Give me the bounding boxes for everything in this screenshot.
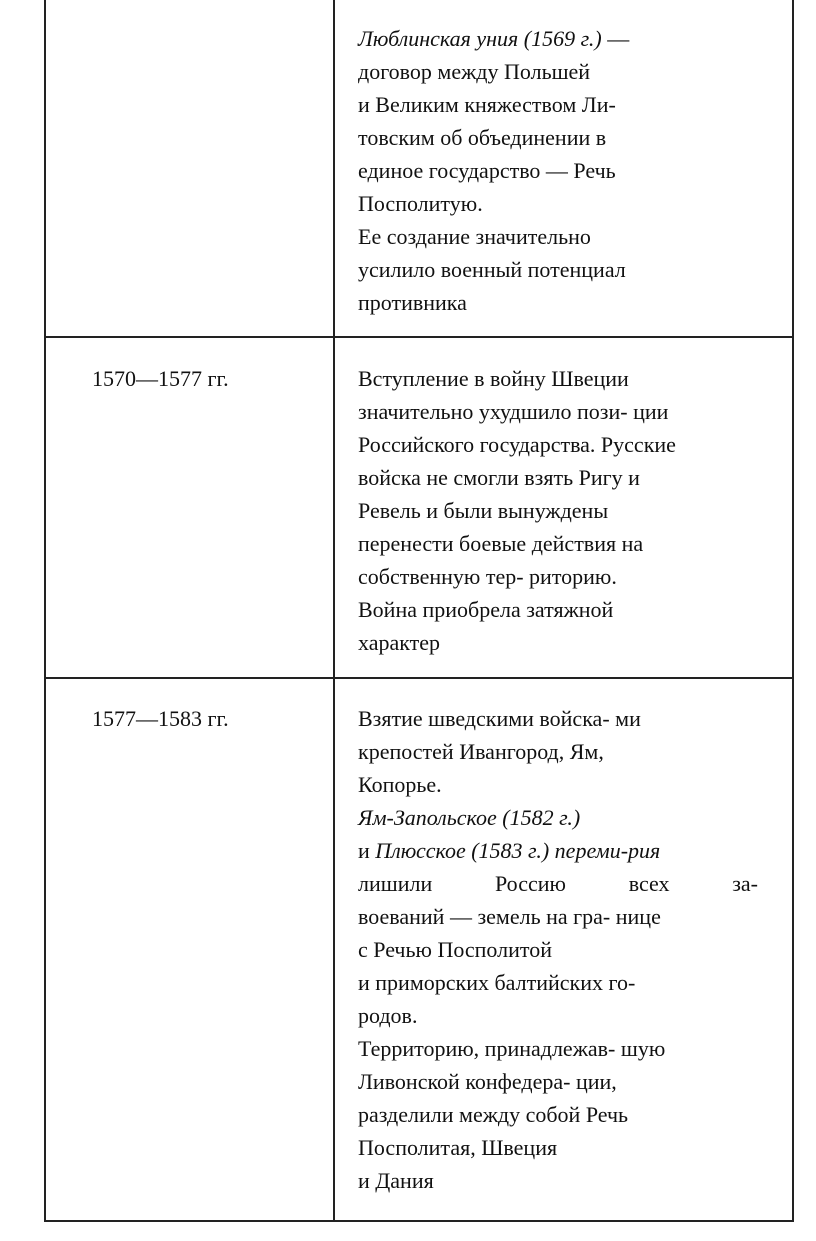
text-line (358, 461, 758, 494)
text-line (358, 527, 758, 560)
text-line (358, 154, 758, 187)
text-segment: Российского государства. Русские (358, 432, 676, 457)
text-segment: договор между Польшей (358, 59, 591, 84)
text-line (358, 966, 758, 999)
table-border-middle (333, 0, 335, 1222)
table-border-right (792, 0, 794, 1222)
text-line (358, 801, 758, 834)
text-line (358, 768, 758, 801)
text-line (358, 1131, 758, 1164)
text-segment: Ревель и были вынуждены (358, 498, 609, 523)
row-date: 1577—1583 гг. (92, 706, 229, 731)
table-border-left (44, 0, 46, 1222)
text-segment: воеваний — земель на гра- нице (358, 904, 661, 929)
text-line (358, 1164, 758, 1197)
text-line (358, 999, 758, 1032)
text-segment: и Дания (358, 1168, 434, 1193)
text-line (358, 1032, 758, 1065)
text-segment: характер (358, 630, 441, 655)
text-segment: родов. (358, 1003, 418, 1028)
row-divider-2 (44, 677, 794, 679)
table-border-bottom (44, 1220, 794, 1222)
italic-segment: Ям-Запольское (1582 г.) (358, 805, 581, 830)
text-segment: Война приобрела затяжной (358, 597, 614, 622)
text-line (358, 1098, 758, 1131)
text-line (358, 900, 758, 933)
text-line (358, 626, 758, 659)
text-segment: единое государство — Речь (358, 158, 616, 183)
text-segment: Ее создание значительно (358, 224, 591, 249)
text-line (358, 286, 758, 319)
row-description (358, 702, 758, 1197)
italic-segment: Плюсское (1583 г.) переми-рия (375, 838, 661, 863)
text-line (358, 494, 758, 527)
text-segment: Взятие шведскими войска- ми (358, 706, 641, 731)
text-segment: лишили Россию всех за- (358, 871, 758, 896)
text-segment: с Речью Посполитой (358, 937, 552, 962)
text-segment: и (358, 838, 376, 863)
text-line (358, 933, 758, 966)
text-line (358, 121, 758, 154)
text-segment: Ливонской конфедера- ции, (358, 1069, 617, 1094)
text-line (358, 187, 758, 220)
text-line (358, 55, 758, 88)
italic-segment: Люблинская уния (1569 г.) (358, 26, 602, 51)
text-segment: и Великим княжеством Ли- (358, 92, 616, 117)
row-description (358, 22, 758, 319)
text-line (358, 702, 758, 735)
text-line (358, 253, 758, 286)
text-line (358, 593, 758, 626)
text-segment: и приморских балтийских го- (358, 970, 636, 995)
text-segment: собственную тер- риторию. (358, 564, 617, 589)
text-segment: Территорию, принадлежав- шую (358, 1036, 666, 1061)
text-line (358, 362, 758, 395)
text-segment: Посполитую. (358, 191, 483, 216)
text-segment: Копорье. (358, 772, 442, 797)
text-segment: значительно ухудшило пози- ции (358, 399, 669, 424)
text-line (358, 395, 758, 428)
text-line (358, 834, 758, 867)
row-date: 1570—1577 гг. (92, 366, 229, 391)
row-divider-1 (44, 336, 794, 338)
text-segment: — (601, 26, 630, 51)
text-segment: Посполитая, Швеция (358, 1135, 558, 1160)
text-line (358, 1065, 758, 1098)
text-segment: противника (358, 290, 467, 315)
text-segment: усилило военный потенциал (358, 257, 626, 282)
text-line (358, 22, 758, 55)
text-segment: войска не смогли взять Ригу и (358, 465, 640, 490)
text-segment: перенести боевые действия на (358, 531, 644, 556)
text-line (358, 560, 758, 593)
text-segment: разделили между собой Речь (358, 1102, 629, 1127)
text-line (358, 220, 758, 253)
text-line (358, 735, 758, 768)
text-line (358, 867, 758, 900)
text-segment: крепостей Ивангород, Ям, (358, 739, 604, 764)
text-line (358, 88, 758, 121)
text-line (358, 428, 758, 461)
text-segment: товским об объединении в (358, 125, 607, 150)
row-description (358, 362, 758, 659)
text-segment: Вступление в войну Швеции (358, 366, 629, 391)
